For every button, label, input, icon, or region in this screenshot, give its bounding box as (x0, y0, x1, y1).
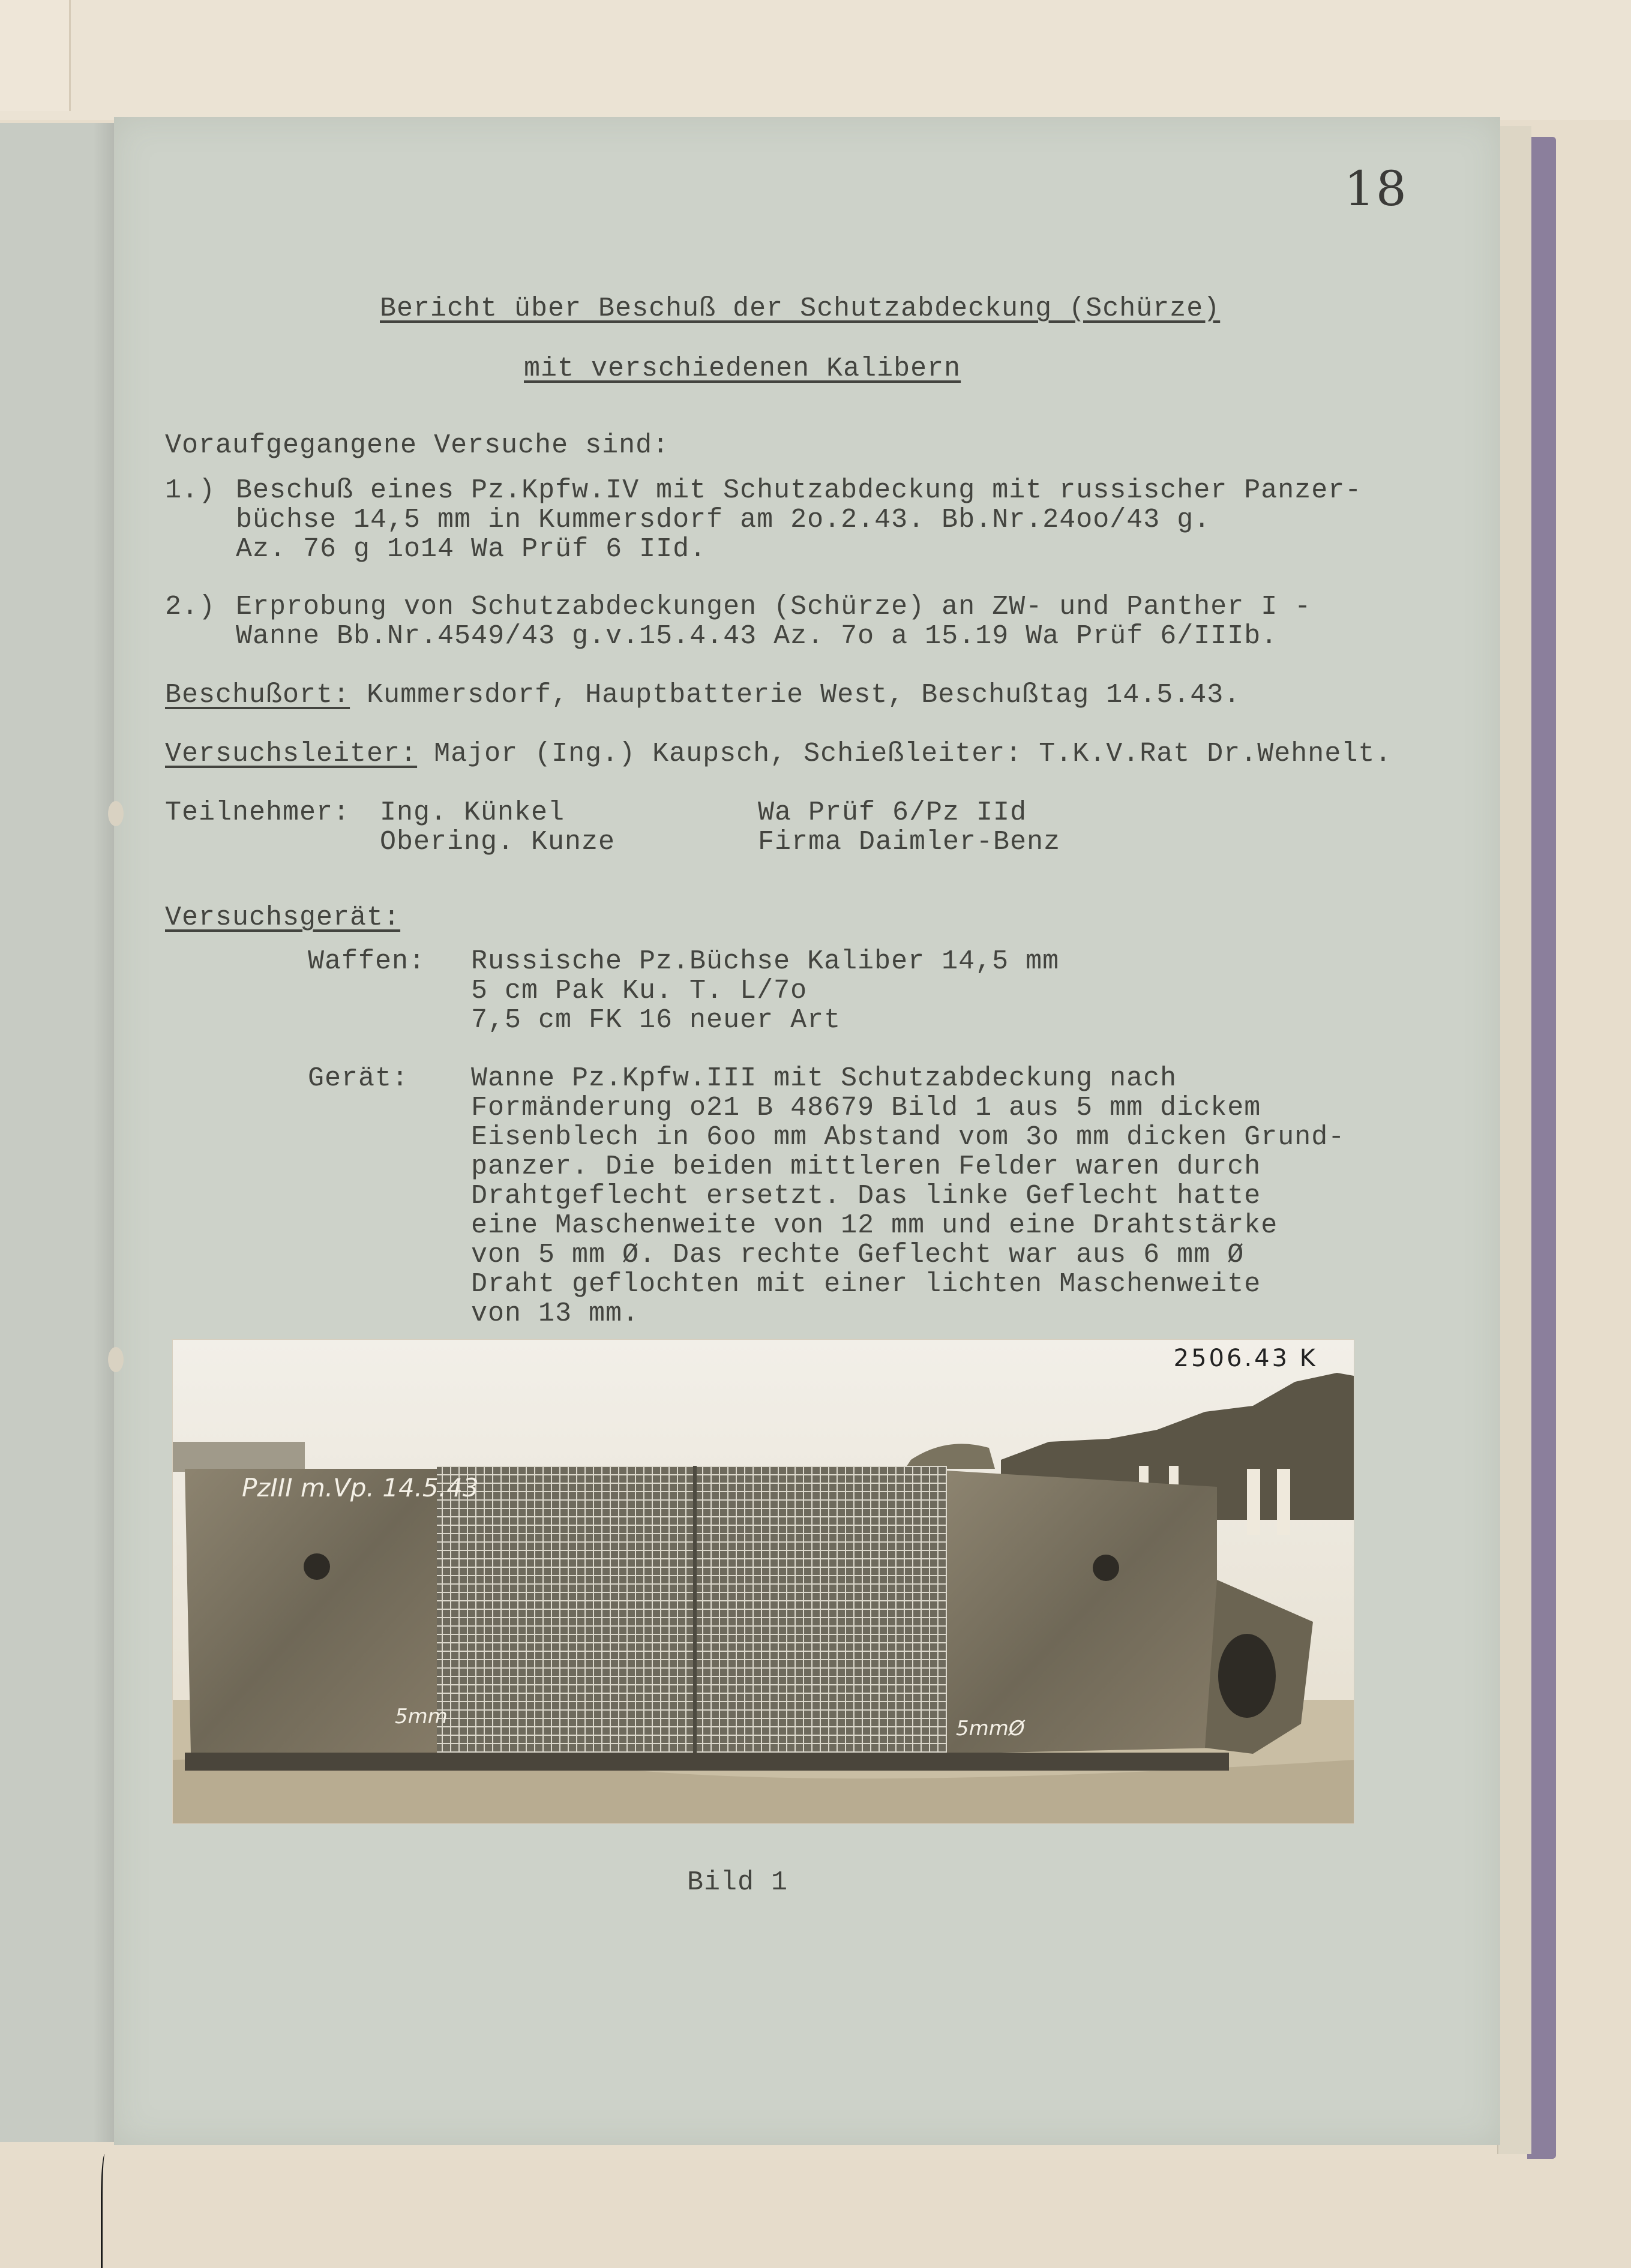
participant-org: Wa Prüf 6/Pz IId (758, 797, 1027, 828)
left-page-margin (0, 123, 118, 2142)
test-leader-value: Major (Ing.) Kaupsch, Schießleiter: T.K.V.Rat Dr.Wehnelt. (417, 739, 1392, 769)
device-line: Eisenblech in 6oo mm Abstand vom 3o mm dicken Grund- (471, 1122, 1345, 1153)
scan-background-top (0, 0, 1631, 120)
figure-caption: Bild 1 (687, 1867, 788, 1898)
participants-label: Teilnehmer: (165, 797, 350, 828)
trial-item-line: Beschuß eines Pz.Kpfw.IV mit Schutzabdeckung mit russischer Panzer- (236, 475, 1362, 506)
report-subtitle: mit verschiedenen Kalibern (524, 353, 961, 384)
device-line: von 5 mm Ø. Das rechte Geflecht war aus 6 mm Ø (471, 1240, 1245, 1270)
weapon-item: 5 cm Pak Ku. T. L/7o (471, 976, 808, 1006)
photo-right-plate-label: 5mmØ (956, 1717, 1025, 1741)
scan-background-bottom (0, 2160, 1631, 2268)
photo-archive-code: 2506.43 K (1173, 1345, 1318, 1372)
test-location-row (165, 680, 1240, 710)
photo-left-plate-label: 5mm (395, 1705, 448, 1729)
device-label: Gerät: (308, 1063, 409, 1094)
device-line: Wanne Pz.Kpfw.III mit Schutzabdeckung nach (471, 1063, 1177, 1094)
photo-handwritten-label: PzIII m.Vp. 14.5.43 (242, 1473, 479, 1502)
trial-item-line: Erprobung von Schutzabdeckungen (Schürze) an ZW- und Panther I - (236, 592, 1312, 622)
weapon-item: Russische Pz.Büchse Kaliber 14,5 mm (471, 946, 1060, 977)
folio-number: 18 (1344, 161, 1408, 217)
device-line: panzer. Die beiden mittleren Felder waren durch (471, 1151, 1261, 1182)
weapons-label: Waffen: (308, 946, 426, 977)
test-leader-row (165, 739, 1392, 769)
previous-trials-heading: Voraufgegangene Versuche sind: (165, 430, 670, 461)
weapon-item: 7,5 cm FK 16 neuer Art (471, 1005, 841, 1036)
device-line: Drahtgeflecht ersetzt. Das linke Geflecht hatte (471, 1181, 1261, 1211)
test-location-value: Kummersdorf, Hauptbatterie West, Beschußtag 14.5.43. (350, 680, 1241, 710)
device-line: von 13 mm. (471, 1298, 640, 1329)
test-location-label: Beschußort: (165, 680, 350, 710)
report-title: Bericht über Beschuß der Schutzabdeckung (Schürze) (380, 293, 1221, 324)
binding-thread (101, 2154, 111, 2268)
test-photograph (172, 1339, 1354, 1824)
trial-item-number: 1.) (165, 475, 216, 506)
trial-item-line: büchse 14,5 mm in Kummersdorf am 2o.2.43. Bb.Nr.24oo/43 g. (236, 505, 1211, 535)
device-line: Draht geflochten mit einer lichten Maschenweite (471, 1269, 1261, 1300)
trial-item-line: Az. 76 g 1o14 Wa Prüf 6 IId. (236, 534, 707, 565)
participant-name: Obering. Kunze (380, 827, 616, 857)
device-line: eine Maschenweite von 12 mm und eine Drahtstärke (471, 1210, 1278, 1241)
trial-item-number: 2.) (165, 592, 216, 622)
device-line: Formänderung o21 B 48679 Bild 1 aus 5 mm dickem (471, 1093, 1261, 1123)
page-stack-edge (1497, 126, 1531, 2154)
test-leader-label: Versuchsleiter: (165, 739, 418, 769)
trial-item-line: Wanne Bb.Nr.4549/43 g.v.15.4.43 Az. 7o a 15.19 Wa Prüf 6/IIIb. (236, 621, 1278, 652)
previous-leaf-edge (0, 0, 71, 111)
binder-cover-edge (1527, 137, 1556, 2159)
hull-photo-drawing (173, 1340, 1354, 1823)
participant-org: Firma Daimler-Benz (758, 827, 1061, 857)
equipment-heading: Versuchsgerät: (165, 902, 401, 933)
participant-name: Ing. Künkel (380, 797, 565, 828)
